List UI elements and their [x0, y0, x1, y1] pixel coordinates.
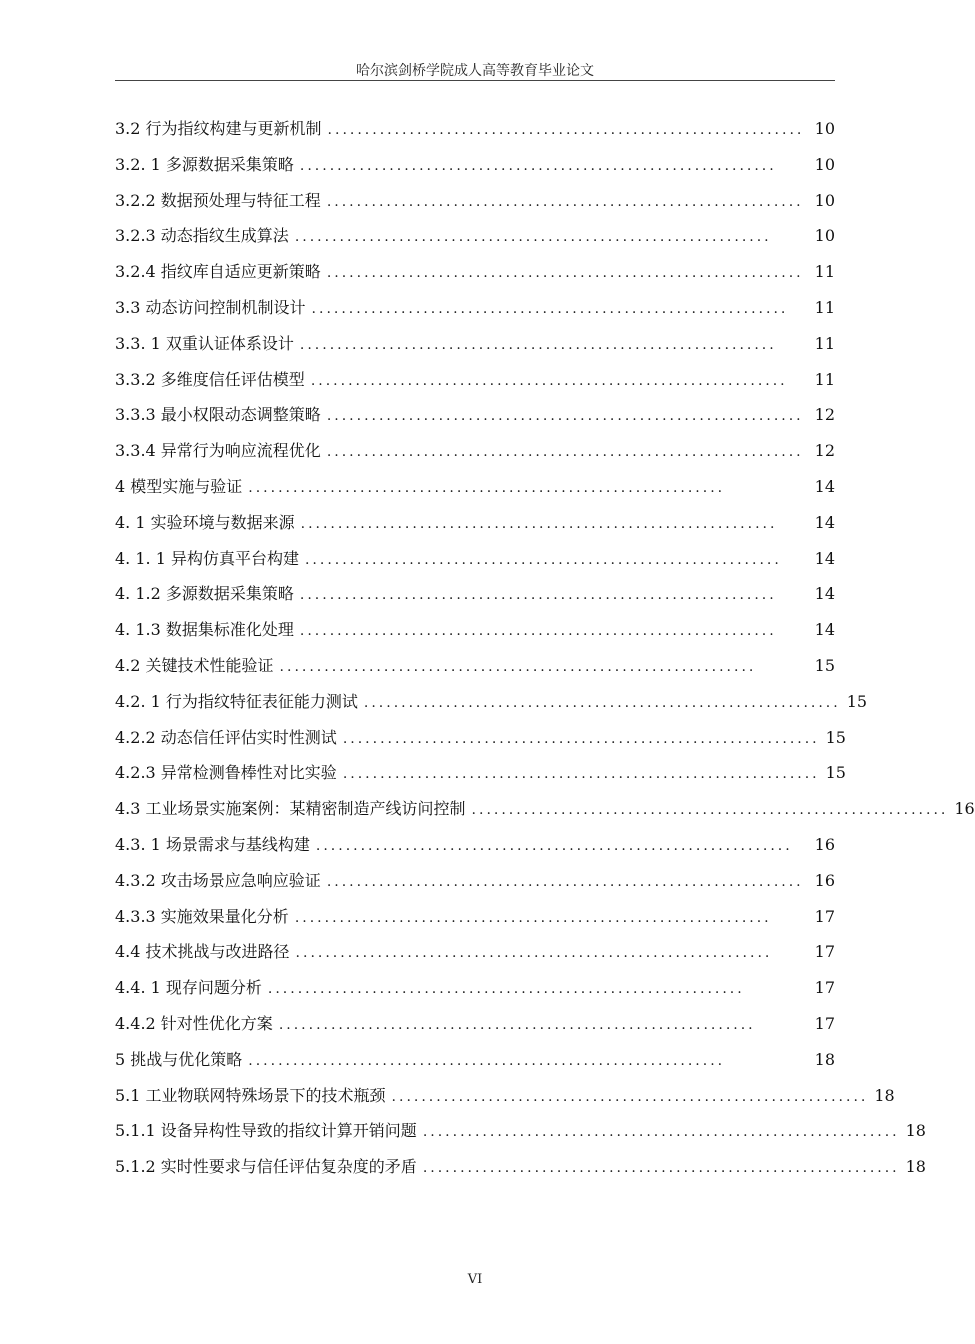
toc-entry[interactable] — [115, 1012, 835, 1036]
toc-entry-page-number: 12 — [814, 405, 835, 425]
toc-entry-title: 4.3.2 攻击场景应急响应验证 — [115, 870, 321, 890]
toc-leader-dots: ................................................................ — [326, 265, 804, 282]
toc-entry[interactable] — [115, 726, 846, 750]
toc-entry[interactable] — [115, 260, 835, 284]
toc-entry-title: 3.2.4 指纹库自适应更新策略 — [115, 262, 321, 282]
toc-entry-title: 3.3.2 多维度信任评估模型 — [115, 369, 305, 389]
toc-entry[interactable] — [115, 368, 835, 392]
toc-entry[interactable] — [115, 117, 835, 141]
toc-entry-title: 4.4. 1 现存问题分析 — [115, 978, 262, 998]
toc-leader-dots: ................................................................ — [304, 551, 782, 568]
toc-leader-dots: ................................................................ — [295, 945, 773, 962]
toc-entry-title: 4. 1.3 数据集标准化处理 — [115, 620, 294, 640]
toc-entry-page-number: 16 — [814, 835, 835, 854]
toc-entry-title: 4.3 工业场景实施案例：某精密制造产线访问控制 — [115, 799, 466, 819]
toc-entry-page-number: 14 — [814, 512, 835, 532]
toc-entry[interactable] — [115, 1048, 835, 1072]
toc-entry-page-number: 10 — [814, 119, 835, 138]
toc-entry[interactable] — [115, 403, 835, 427]
toc-entry-page-number: 16 — [954, 799, 975, 819]
toc-entry[interactable] — [115, 905, 835, 929]
toc-entry[interactable] — [115, 940, 835, 964]
toc-entry-title: 4.3.3 实施效果量化分析 — [115, 906, 289, 926]
toc-entry-page-number: 11 — [814, 333, 835, 353]
toc-leader-dots: ................................................................ — [315, 838, 793, 854]
toc-entry[interactable] — [115, 690, 868, 714]
toc-entry[interactable] — [115, 511, 835, 535]
toc-entry[interactable] — [115, 1084, 895, 1108]
toc-leader-dots: ................................................................ — [294, 229, 772, 246]
toc-leader-dots: ................................................................ — [279, 659, 757, 675]
toc-entry[interactable] — [115, 153, 835, 177]
toc-leader-dots: ................................................................ — [248, 1052, 726, 1069]
toc-leader-dots: ................................................................ — [326, 408, 804, 425]
toc-entry-title: 4.2.2 动态信任评估实时性测试 — [115, 727, 337, 747]
toc-entry-title: 3.3.3 最小权限动态调整策略 — [115, 405, 321, 425]
toc-entry-title: 5 挑战与优化策略 — [115, 1049, 243, 1069]
toc-leader-dots: ................................................................ — [294, 909, 772, 926]
toc-entry-title: 5.1.2 实时性要求与信任评估复杂度的矛盾 — [115, 1157, 417, 1177]
toc-entry-title: 4.4.2 针对性优化方案 — [115, 1014, 273, 1033]
toc-entry-page-number: 11 — [814, 262, 835, 282]
toc-entry-page-number: 17 — [814, 1014, 835, 1033]
toc-entry-title: 5.1 工业物联网特殊场景下的技术瓶颈 — [115, 1085, 386, 1105]
toc-entry[interactable] — [115, 976, 835, 1000]
toc-entry-page-number: 17 — [814, 978, 835, 998]
toc-leader-dots: ................................................................ — [300, 515, 778, 532]
toc-entry[interactable] — [115, 475, 835, 499]
toc-entry-page-number: 14 — [814, 477, 835, 496]
toc-entry-page-number: 10 — [814, 226, 835, 246]
toc-leader-dots: ................................................................ — [299, 336, 777, 353]
toc-entry-title: 4.2.3 异常检测鲁棒性对比实验 — [115, 763, 337, 783]
page-number: VI — [467, 1272, 483, 1287]
toc-entry-page-number: 15 — [825, 727, 846, 747]
toc-leader-dots: ................................................................ — [342, 766, 820, 783]
toc-entry-page-number: 18 — [905, 1121, 926, 1141]
toc-leader-dots: ................................................................ — [391, 1088, 869, 1105]
page-header: 哈尔滨剑桥学院成人高等教育毕业论文 — [356, 63, 594, 79]
toc-entry-title: 3.2.3 动态指纹生成算法 — [115, 226, 289, 246]
toc-entry-title: 3.2 行为指纹构建与更新机制 — [115, 119, 322, 138]
toc-leader-dots: ................................................................ — [299, 157, 777, 174]
toc-entry-page-number: 11 — [814, 369, 835, 389]
toc-entry-page-number: 17 — [814, 942, 835, 962]
toc-entry[interactable] — [115, 332, 835, 356]
toc-entry-page-number: 15 — [846, 691, 868, 711]
toc-leader-dots: ................................................................ — [299, 587, 777, 604]
toc-entry-page-number: 10 — [814, 154, 835, 174]
toc-entry[interactable] — [115, 869, 835, 893]
toc-leader-dots: ................................................................ — [267, 981, 745, 998]
toc-entry-title: 4.2. 1 行为指纹特征表征能力测试 — [115, 691, 358, 711]
toc-entry-page-number: 15 — [814, 656, 835, 675]
toc-leader-dots: ................................................................ — [471, 802, 949, 819]
toc-entry-page-number: 14 — [814, 548, 835, 568]
toc-entry-title: 4.4 技术挑战与改进路径 — [115, 942, 290, 962]
toc-entry[interactable] — [115, 1119, 926, 1143]
toc-leader-dots: ................................................................ — [342, 730, 820, 747]
toc-leader-dots: ................................................................ — [248, 480, 726, 496]
toc-entry-page-number: 10 — [814, 190, 835, 210]
toc-leader-dots: ................................................................ — [422, 1124, 900, 1141]
toc-entry[interactable] — [115, 797, 975, 821]
toc-entry-title: 3.3. 1 双重认证体系设计 — [115, 333, 294, 353]
toc-entry-page-number: 18 — [874, 1085, 895, 1105]
toc-entry[interactable] — [115, 547, 835, 571]
toc-entry[interactable] — [115, 833, 835, 857]
toc-leader-dots: ................................................................ — [363, 694, 841, 711]
toc-entry[interactable] — [115, 189, 835, 213]
toc-leader-dots: ................................................................ — [278, 1017, 756, 1033]
toc-entry[interactable] — [115, 654, 835, 678]
toc-leader-dots: ................................................................ — [310, 372, 788, 389]
toc-entry[interactable] — [115, 439, 835, 463]
toc-entry-title: 4. 1.2 多源数据采集策略 — [115, 584, 294, 604]
header-divider — [115, 80, 835, 81]
toc-entry-page-number: 14 — [814, 620, 835, 640]
toc-entry-title: 3.3 动态访问控制机制设计 — [115, 298, 306, 317]
toc-entry-page-number: 12 — [814, 441, 835, 461]
toc-entry-title: 3.3.4 异常行为响应流程优化 — [115, 441, 321, 461]
toc-entry-title: 3.2.2 数据预处理与特征工程 — [115, 190, 321, 210]
toc-entry[interactable] — [115, 296, 835, 320]
toc-entry[interactable] — [115, 582, 835, 606]
toc-entry-title: 4.2 关键技术性能验证 — [115, 656, 274, 675]
toc-entry-page-number: 17 — [814, 906, 835, 926]
toc-entry[interactable] — [115, 1155, 926, 1179]
toc-entry-page-number: 16 — [814, 870, 835, 890]
toc-entry-title: 4. 1. 1 异构仿真平台构建 — [115, 548, 299, 568]
toc-entry-title: 4 模型实施与验证 — [115, 477, 243, 496]
toc-entry-page-number: 18 — [814, 1049, 835, 1069]
toc-entry[interactable] — [115, 618, 835, 642]
toc-entry-page-number: 11 — [814, 298, 835, 317]
toc-entry-page-number: 18 — [905, 1157, 926, 1177]
toc-entry-title: 3.2. 1 多源数据采集策略 — [115, 154, 294, 174]
toc-entry-page-number: 15 — [825, 763, 846, 783]
toc-leader-dots: ................................................................ — [326, 444, 804, 461]
toc-entry[interactable] — [115, 761, 846, 785]
toc-entry-page-number: 14 — [814, 584, 835, 604]
toc-entry-title: 4. 1 实验环境与数据来源 — [115, 512, 295, 532]
toc-leader-dots: ................................................................ — [299, 623, 777, 640]
toc-entry-title: 5.1.1 设备异构性导致的指纹计算开销问题 — [115, 1121, 417, 1141]
toc-entry-title: 4.3. 1 场景需求与基线构建 — [115, 835, 310, 854]
toc-entry[interactable] — [115, 224, 835, 248]
toc-leader-dots: ................................................................ — [327, 122, 805, 138]
toc-leader-dots: ................................................................ — [326, 873, 804, 890]
toc-leader-dots: ................................................................ — [326, 193, 804, 210]
toc-leader-dots: ................................................................ — [311, 301, 789, 317]
toc-leader-dots: ................................................................ — [422, 1160, 900, 1177]
